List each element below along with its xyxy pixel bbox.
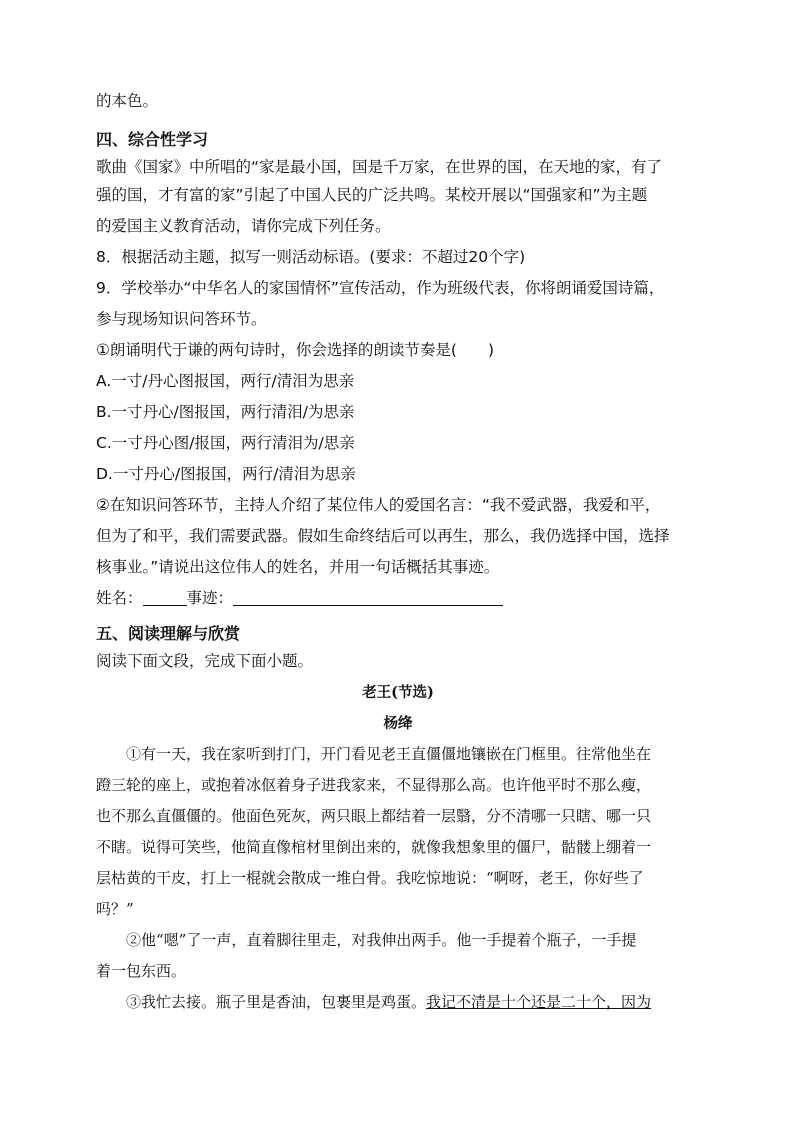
passage-plain-text: ③我忙去接。瓶子里是香油，包裹里是鸡蛋。 [126, 993, 427, 1011]
deed-answer-blank[interactable] [233, 587, 503, 606]
option-d: D.一寸丹心/图报国，两行/清泪为思亲 [96, 465, 356, 483]
underlined-sentence: 我记不清是十个还是二十个，因为 [426, 993, 652, 1011]
question-9-line: 9．学校举办“中华名人的家国情怀”宣传活动，作为班级代表，你将朗诵爱国诗篇， [96, 279, 665, 297]
section-four-heading: 四、综合性学习 [96, 130, 209, 149]
document-page [96, 86, 700, 1018]
question-9-part-2-line: 核事业。”请说出这位伟人的姓名，并用一句话概括其事迹。 [96, 558, 500, 576]
passage-paragraph-line: 不瞎。说得可笑些，他简直像棺材里倒出来的，就像我想象里的僵尸，骷髅上绷着一 [96, 838, 652, 856]
passage-paragraph-line: ①有一天，我在家听到打门，开门看见老王直僵僵地镶嵌在门框里。往常他坐在 [126, 745, 652, 763]
passage-paragraph-line: 着一包东西。 [96, 962, 187, 980]
question-9-line: 参与现场知识问答环节。 [96, 310, 267, 328]
passage-paragraph-line: ②他“嗯”了一声，直着脚往里走，对我伸出两手。他一手提着个瓶子，一手提 [126, 931, 637, 949]
section-four-paragraph-line: 的爱国主义教育活动，请你完成下列任务。 [96, 217, 391, 235]
question-9-part-1: ①朗诵明代于谦的两句诗时，你会选择的朗读节奏是( ) [96, 341, 494, 359]
deed-label: 事迹： [186, 589, 234, 607]
intro-tail-text: 的本色。 [96, 92, 159, 110]
section-four-paragraph-line: 歌曲《国家》中所唱的“家是最小国，国是千万家，在世界的国，在天地的家，有了 [96, 158, 663, 176]
reading-instruction: 阅读下面文段，完成下面小题。 [96, 652, 314, 670]
section-five-heading: 五、阅读理解与欣赏 [96, 624, 241, 643]
passage-title: 老王(节选) [362, 684, 434, 701]
name-label: 姓名： [96, 589, 143, 607]
passage-paragraph-line: 蹬三轮的座上，或抱着冰伛着身子进我家来，不显得那么高。也许他平时不那么瘦， [96, 776, 652, 794]
passage-paragraph-line: 吗？” [96, 900, 134, 918]
section-four-paragraph-line: 强的国，才有富的家”引起了中国人民的广泛共鸣。某校开展以“国强家和”为主题 [96, 186, 648, 204]
question-8: 8．根据活动主题，拟写一则活动标语。(要求：不超过20个字) [96, 248, 526, 266]
answer-row [96, 583, 700, 614]
question-9-part-2-line: ②在知识问答环节，主持人介绍了某位伟人的爱国名言：“我不爱武器，我爱和平， [96, 496, 661, 514]
question-9-part-2-line: 但为了和平，我们需要武器。假如生命终结后可以再生，那么，我仍选择中国，选择 [96, 527, 670, 545]
option-b: B.一寸丹心/图报国，两行清泪/为思亲 [96, 403, 355, 421]
passage-author: 杨绛 [383, 715, 413, 732]
passage-paragraph-line [96, 987, 700, 1018]
name-answer-blank[interactable] [143, 587, 187, 606]
passage-paragraph-line: 也不那么直僵僵的。他面色死灰，两只眼上都结着一层翳，分不清哪一只瞎、哪一只 [96, 807, 652, 825]
passage-paragraph-line: 层枯黄的干皮，打上一棍就会散成一堆白骨。我吃惊地说：“啊呀，老王，你好些了 [96, 869, 644, 887]
option-a: A.一寸/丹心图报国，两行/清泪为思亲 [96, 372, 355, 390]
option-c: C.一寸丹心图/报国，两行清泪为/思亲 [96, 434, 355, 452]
